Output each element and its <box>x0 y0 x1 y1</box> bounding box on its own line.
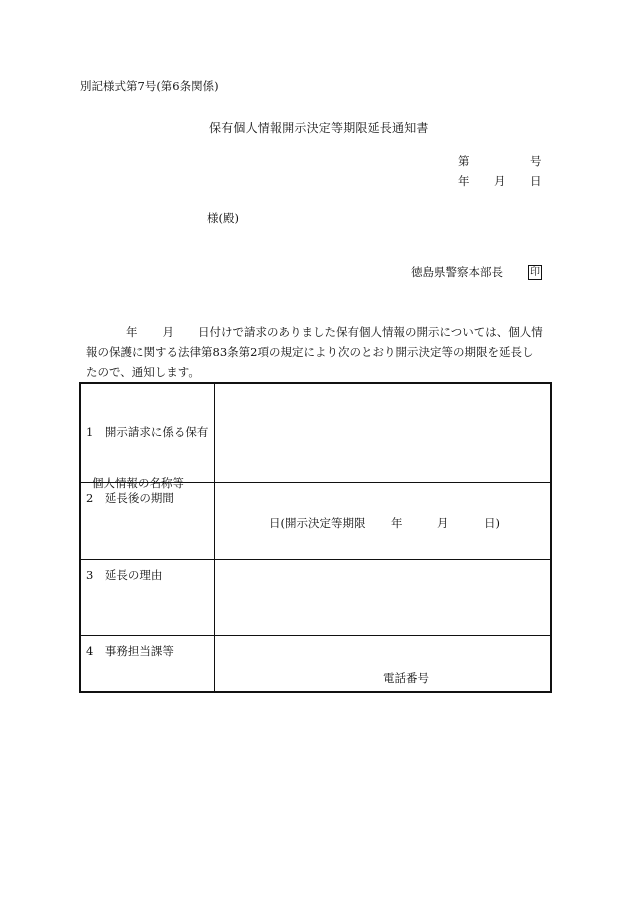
row-3-label: 3 延長の理由 <box>86 568 163 582</box>
row-2-value-field[interactable] <box>269 518 509 532</box>
date-month-label: 月 <box>494 174 506 188</box>
row-1-label-line-2: 個人情報の名称等 <box>92 476 184 490</box>
addressee-label: 様(殿) <box>207 211 239 225</box>
number-prefix: 第 <box>458 154 470 168</box>
extension-day-label: 日(開示決定等期限 <box>269 516 366 530</box>
date-day-label: 日 <box>530 174 542 188</box>
row-1-label-line-1: 1 開示請求に係る保有 <box>86 425 209 439</box>
document-title: 保有個人情報開示決定等期限延長通知書 <box>209 121 429 135</box>
phone-number-label: 電話番号 <box>383 671 429 685</box>
notice-body <box>86 322 556 382</box>
body-year-label: 年 <box>126 325 138 339</box>
issuer-name: 徳島県警察本部長 <box>411 265 503 279</box>
number-suffix: 号 <box>530 154 542 168</box>
row-3-value-field[interactable] <box>215 560 552 635</box>
body-line-3: たので、通知します。 <box>86 365 200 379</box>
body-month-label: 月 <box>162 325 174 339</box>
row-2-label: 2 延長後の期間 <box>86 491 174 505</box>
form-number-label: 別記様式第7号(第6条関係) <box>80 79 219 93</box>
extension-year-label: 年 <box>391 516 403 530</box>
row-1-value-field[interactable] <box>215 384 552 482</box>
extension-month-label: 月 <box>437 516 449 530</box>
date-year-label: 年 <box>458 174 470 188</box>
body-line-2: 報の保護に関する法律第83条第2項の規定により次のとおり開示決定等の期限を延長し <box>86 345 534 359</box>
extension-day-close-label: 日) <box>484 516 500 530</box>
row-4-label: 4 事務担当課等 <box>86 644 174 658</box>
body-line-1-text: 日付けで請求のありました保有個人情報の開示については、個人情 <box>198 325 543 339</box>
table-row-divider <box>81 635 550 636</box>
seal-mark: 印 <box>530 267 540 278</box>
extension-details-table <box>79 382 552 693</box>
body-line-1 <box>86 322 556 342</box>
